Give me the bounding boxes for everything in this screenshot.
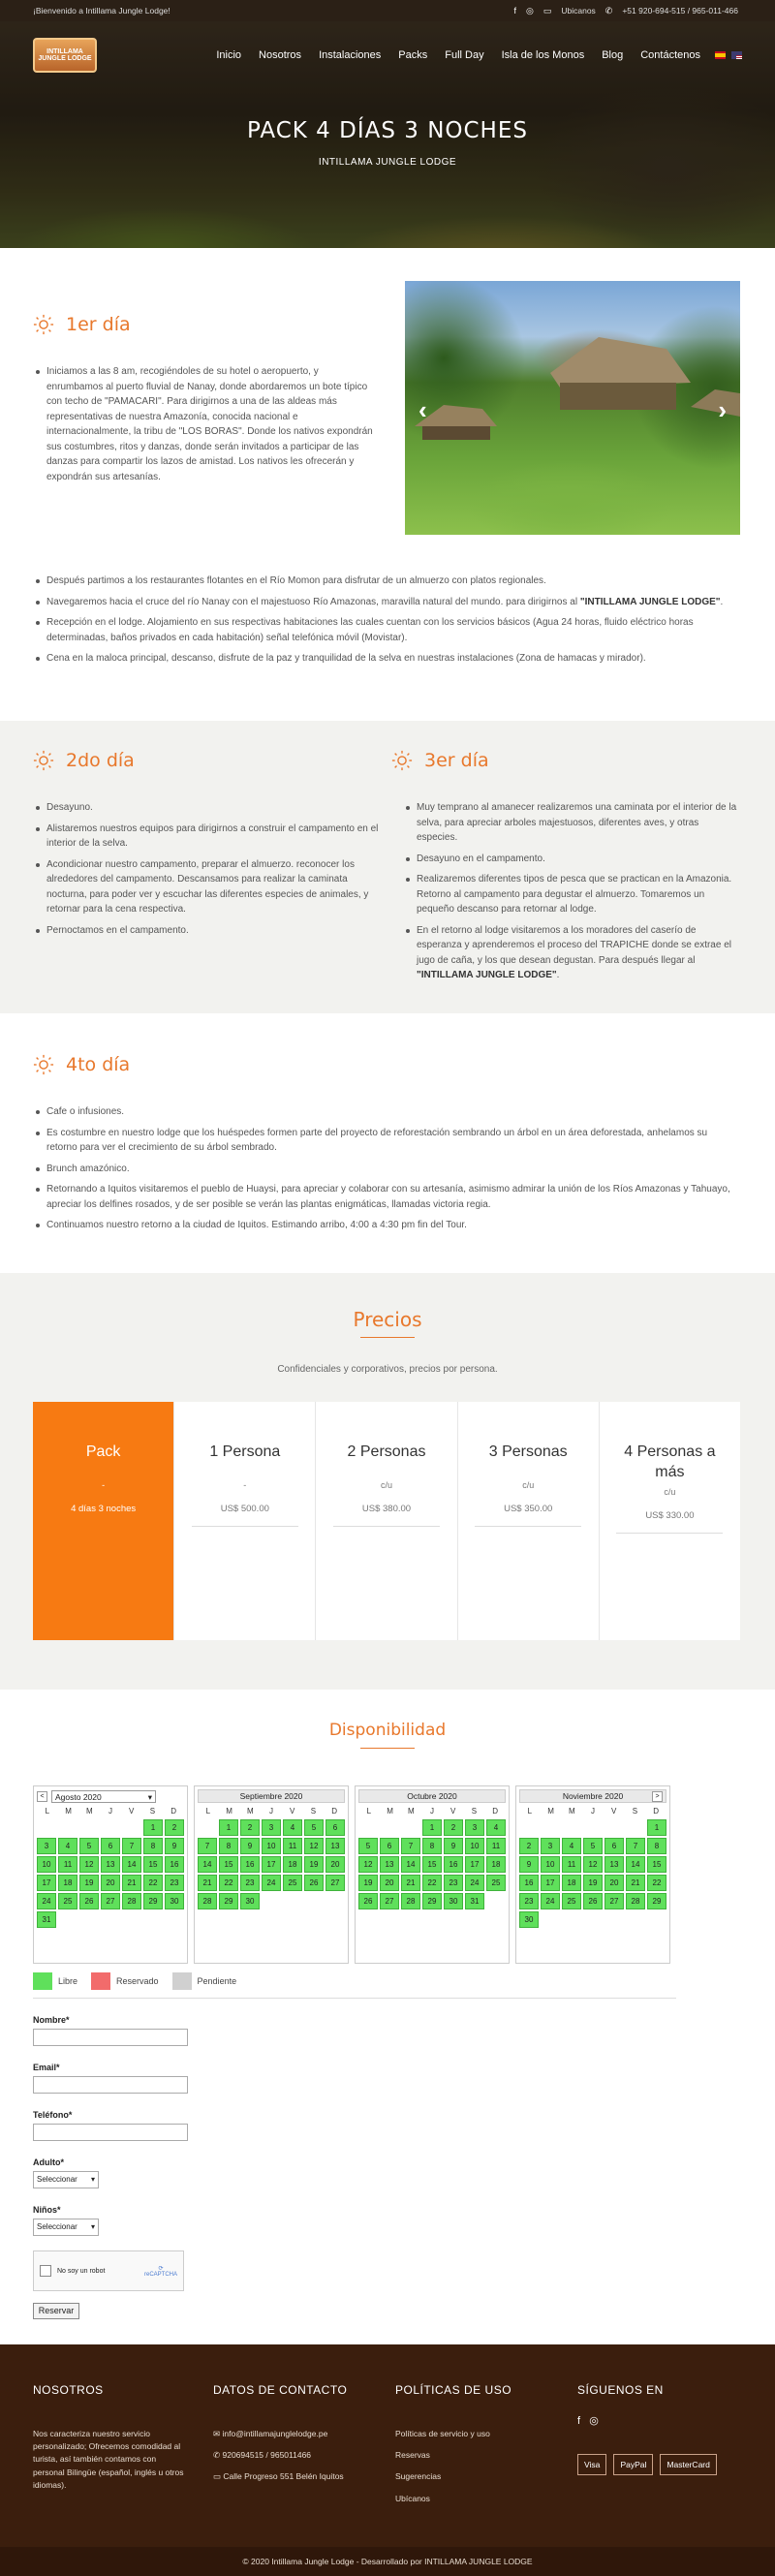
page-title: PACK 4 DÍAS 3 NOCHES	[246, 118, 528, 143]
list-item: Recepción en el lodge. Alojamiento en sus respectivas habitaciones las cuales cuentan con los servicios básicos (Agua 24 horas, fluido eléctrico horas determinadas, baños privados en cada habitación) señal telefónica móvil (Movistar).	[35, 615, 740, 645]
calendar-day[interactable]: 28	[122, 1893, 141, 1909]
calendar-day[interactable]: 11	[486, 1838, 506, 1854]
facebook-icon[interactable]: f	[577, 2415, 581, 2427]
calendar-day[interactable]: 2	[240, 1819, 260, 1836]
weekday-label: M	[568, 1807, 575, 1816]
nav-inicio[interactable]: Inicio	[216, 49, 242, 61]
calendar-day[interactable]: 13	[380, 1856, 399, 1873]
title-divider	[360, 1748, 415, 1749]
calendar-empty-cell	[401, 1819, 420, 1836]
weekday-label: J	[268, 1807, 273, 1816]
captcha-checkbox[interactable]	[40, 2265, 51, 2277]
title-divider	[360, 1337, 415, 1338]
list-item: Pernoctamos en el campamento.	[35, 923, 382, 939]
calendar-legend: Libre Reservado Pendiente	[33, 1972, 236, 1990]
phone-icon: ✆	[213, 2450, 223, 2461]
name-input[interactable]	[33, 2029, 188, 2046]
calendar-day[interactable]: 15	[647, 1856, 666, 1873]
calendar-day[interactable]: 23	[444, 1875, 463, 1891]
calendar-day[interactable]: 3	[465, 1819, 484, 1836]
calendar-day[interactable]: 24	[541, 1893, 560, 1909]
calendar-day[interactable]: 4	[283, 1819, 302, 1836]
calendar-day[interactable]: 16	[240, 1856, 260, 1873]
weekday-label: D	[653, 1807, 660, 1816]
weekday-header	[519, 1807, 666, 1816]
sun-icon	[33, 1054, 54, 1075]
calendar-day[interactable]: 7	[626, 1838, 645, 1854]
calendar-day[interactable]: 26	[79, 1893, 99, 1909]
weekday-label: M	[387, 1807, 393, 1816]
calendar-day[interactable]: 21	[626, 1875, 645, 1891]
calendar-day[interactable]: 27	[326, 1875, 345, 1891]
weekday-label: M	[65, 1807, 72, 1816]
list-item: Continuamos nuestro retorno a la ciudad de Iquitos. Estimando arribo, 4:00 a 4:30 pm fin del Tour.	[35, 1218, 740, 1233]
slider-next-icon[interactable]: ›	[718, 395, 727, 424]
calendar-day[interactable]: 24	[465, 1875, 484, 1891]
calendar-day[interactable]: 2	[165, 1819, 184, 1836]
calendar-day[interactable]: 31	[465, 1893, 484, 1909]
calendar-day[interactable]: 21	[122, 1875, 141, 1891]
calendar-day[interactable]: 4	[486, 1819, 506, 1836]
footer-link[interactable]: Políticas de servicio y uso	[395, 2429, 490, 2438]
calendar-days	[519, 1819, 666, 1928]
price-column: Pack - 4 días 3 noches	[33, 1402, 174, 1640]
calendar-day[interactable]: 3	[541, 1838, 560, 1854]
site-logo[interactable]: INTILLAMA JUNGLE LODGE	[33, 38, 97, 73]
footer-link[interactable]: Reservas	[395, 2450, 430, 2461]
footer	[0, 2344, 775, 2576]
nav-full-day[interactable]: Full Day	[445, 49, 484, 61]
payment-badge: PayPal	[613, 2454, 653, 2475]
map-icon[interactable]: ▭	[542, 5, 552, 16]
calendar-month	[33, 1785, 188, 1964]
weekday-label: S	[632, 1807, 638, 1816]
calendar-empty-cell	[519, 1819, 539, 1836]
calendar-day[interactable]: 23	[519, 1893, 539, 1909]
prices-subtitle: Confidenciales y corporativos, precios por persona.	[277, 1364, 498, 1375]
calendar-day[interactable]: 5	[358, 1838, 378, 1854]
calendar-day[interactable]: 26	[583, 1893, 603, 1909]
day2-heading: 2do día	[33, 750, 135, 771]
weekday-label: D	[492, 1807, 499, 1816]
calendar-days	[37, 1819, 184, 1928]
calendar-day[interactable]: 7	[401, 1838, 420, 1854]
calendar-day[interactable]: 27	[101, 1893, 120, 1909]
calendar-day[interactable]: 1	[422, 1819, 442, 1836]
weekday-label: M	[226, 1807, 232, 1816]
calendar-day[interactable]: 11	[562, 1856, 581, 1873]
recaptcha-widget[interactable]: No soy un robot ⟳ reCAPTCHA	[33, 2250, 184, 2291]
calendar-day[interactable]: 13	[101, 1856, 120, 1873]
calendar-day[interactable]: 20	[380, 1875, 399, 1891]
payment-badge: Visa	[577, 2454, 606, 2475]
prev-month-button[interactable]: <	[37, 1791, 47, 1802]
calendar-day[interactable]: 16	[165, 1856, 184, 1873]
weekday-header	[37, 1807, 184, 1816]
calendar-day[interactable]: 5	[79, 1838, 99, 1854]
calendar-day[interactable]: 6	[101, 1838, 120, 1854]
calendar-day[interactable]: 8	[422, 1838, 442, 1854]
spanish-flag-icon[interactable]	[715, 51, 726, 59]
calendar-day[interactable]: 10	[37, 1856, 56, 1873]
weekday-label: S	[310, 1807, 317, 1816]
location-link[interactable]: Ubicanos	[561, 6, 596, 16]
list-item: Desayuno.	[35, 800, 382, 816]
calendar-empty-cell	[583, 1819, 603, 1836]
list-item: Después partimos a los restaurantes flotantes en el Río Momon para disfrutar de un almuerzo con platos regionales.	[35, 574, 740, 589]
calendar-day[interactable]: 28	[401, 1893, 420, 1909]
list-item: Cafe o infusiones.	[35, 1104, 740, 1120]
calendar-day[interactable]: 24	[262, 1875, 281, 1891]
calendar-day[interactable]: 22	[219, 1875, 238, 1891]
calendar-day[interactable]: 8	[143, 1838, 163, 1854]
calendar-day[interactable]: 21	[401, 1875, 420, 1891]
weekday-label: M	[407, 1807, 415, 1816]
calendar-day[interactable]: 15	[422, 1856, 442, 1873]
calendar-days	[358, 1819, 506, 1909]
calendar-empty-cell	[58, 1819, 78, 1836]
calendar-day[interactable]: 27	[380, 1893, 399, 1909]
calendar-day[interactable]: 25	[283, 1875, 302, 1891]
calendar-empty-cell	[562, 1819, 581, 1836]
weekday-label: J	[429, 1807, 434, 1816]
calendar-day[interactable]: 30	[519, 1911, 539, 1928]
footer-link[interactable]: Ubícanos	[395, 2493, 430, 2503]
weekday-label: M	[85, 1807, 93, 1816]
calendar-day[interactable]: 30	[165, 1893, 184, 1909]
legend-reservado-swatch	[91, 1972, 110, 1990]
calendar-month: Octubre 2020 L M M J V S D 1 2 3 4 5 6 7 8 9 10 11 12 13 14 15 16 17 18 19 20 21 22 23 24 25 26 27 28 29 30 31	[355, 1785, 510, 1964]
phone-label: Teléfono*	[33, 2110, 73, 2120]
calendar-day[interactable]: 12	[583, 1856, 603, 1873]
welcome-text: ¡Bienvenido a Intillama Jungle Lodge!	[33, 6, 170, 16]
calendar-day[interactable]: 29	[219, 1893, 238, 1909]
day1-intro: Iniciamos a las 8 am, recogiéndoles de su hotel o aeropuerto, y enrumbamos al puerto fluvial de Nanay, donde abordaremos un bote típico con techo de "PAMACARI". Para dirigirnos a una de las aldeas más representativas de nuestra Amazonía, conocida nacional e internacionalmente, la tribu de "LOS BORAS". Donde los nativos expondrán sus costumbres, ritos y danzas, donde serán invitados a participar de las danzas para compartir los lazos de amistad. Los nativos les ofrecerán y expondrán sus artesanías.	[35, 364, 376, 484]
phone-numbers[interactable]: +51 920-694-515 / 965-011-466	[622, 6, 738, 16]
nav-instalaciones[interactable]: Instalaciones	[319, 49, 382, 61]
sun-icon	[391, 750, 413, 771]
map-icon: ▭	[213, 2471, 224, 2482]
calendar-month: Septiembre 2020 L M M J V S D 1 2 3 4 5 6 7 8 9 10 11 12 13 14 15 16 17 18 19 20 21 22 23 24 25 26 27 28 29 30	[194, 1785, 349, 1964]
calendar-day[interactable]: 15	[143, 1856, 163, 1873]
calendar-days	[198, 1819, 345, 1909]
calendar-day[interactable]: 10	[465, 1838, 484, 1854]
sun-icon	[33, 314, 54, 335]
calendar-day[interactable]: 19	[79, 1875, 99, 1891]
availability-title: Disponibilidad	[328, 1721, 447, 1740]
footer-address: ▭ Calle Progreso 551 Belén Iquitos	[213, 2471, 344, 2482]
list-item: Alistaremos nuestros equipos para dirigirnos a construir el campamento en el interior de la selva.	[35, 822, 382, 852]
calendar-empty-cell	[626, 1819, 645, 1836]
weekday-label: D	[170, 1807, 177, 1816]
calendar-empty-cell	[122, 1819, 141, 1836]
nav-nosotros[interactable]: Nosotros	[259, 49, 302, 61]
nav-packs[interactable]: Packs	[398, 49, 428, 61]
list-item: Retornando a Iquitos visitaremos el pueblo de Huaysi, para apreciar y colaborar con su artesanía, asimismo admirar la unión de los Ríos Amazonas y Tahuayo, apreciar los delfines rosados, y de ser posible se verán las plantas enigmáticas, llamadas victoria regia.	[35, 1182, 740, 1212]
calendar-empty-cell	[198, 1819, 217, 1836]
price-column: 4 Personas a más c/u US$ 330.00	[600, 1402, 740, 1640]
kids-select[interactable]: Seleccionar ▾	[33, 2219, 99, 2236]
kids-label: Niños*	[33, 2205, 61, 2215]
weekday-label: J	[108, 1807, 112, 1816]
calendar-day[interactable]: 12	[304, 1838, 324, 1854]
calendar-day[interactable]: 22	[647, 1875, 666, 1891]
copyright: © 2020 Intillama Jungle Lodge - Desarrollado por INTILLAMA JUNGLE LODGE	[0, 2547, 775, 2576]
calendar-day[interactable]: 26	[304, 1875, 324, 1891]
calendar-day[interactable]: 19	[583, 1875, 603, 1891]
list-item: Cena en la maloca principal, descanso, disfrute de la paz y tranquilidad de la selva en nuestras instalaciones (Zona de hamacas y mirador).	[35, 651, 740, 667]
calendar-empty-cell	[358, 1819, 378, 1836]
calendar-day[interactable]: 23	[165, 1875, 184, 1891]
day4-section	[0, 1013, 775, 1273]
email-input[interactable]	[33, 2076, 188, 2094]
calendar-day[interactable]: 24	[37, 1893, 56, 1909]
weekday-label: V	[129, 1807, 135, 1816]
calendar-day[interactable]: 23	[240, 1875, 260, 1891]
day4-heading: 4to día	[33, 1054, 130, 1075]
calendar-day[interactable]: 7	[122, 1838, 141, 1854]
calendar-day[interactable]: 19	[358, 1875, 378, 1891]
calendar-day[interactable]: 3	[262, 1819, 281, 1836]
weekday-label: D	[331, 1807, 338, 1816]
sun-icon	[33, 750, 54, 771]
calendar-day[interactable]: 1	[647, 1819, 666, 1836]
adults-label: Adulto*	[33, 2157, 64, 2167]
calendar-empty-cell	[79, 1819, 99, 1836]
footer-about-text: Nos caracteriza nuestro servicio personalizado; Ofrecemos comodidad al turista, así también contamos con personal Bilingüe (español, inglés u otros idiomas).	[33, 2429, 184, 2490]
adults-select[interactable]: Seleccionar ▾	[33, 2171, 99, 2188]
calendar-day[interactable]: 18	[562, 1875, 581, 1891]
facebook-icon[interactable]: f	[513, 6, 516, 16]
weekday-label: L	[205, 1807, 211, 1816]
footer-contact-title: DATOS DE CONTACTO	[213, 2383, 348, 2397]
calendar-day[interactable]: 6	[604, 1838, 624, 1854]
calendar-day[interactable]: 14	[198, 1856, 217, 1873]
list-item: Acondicionar nuestro campamento, preparar el almuerzo. reconocer los alrededores del campamento. Descansamos para realizar la caminata nocturna, para poder ver y escuchar las diferentes especies de animales, y retornar para la cena respectiva.	[35, 857, 382, 917]
list-item: Brunch amazónico.	[35, 1162, 740, 1177]
next-month-button[interactable]: >	[652, 1791, 663, 1802]
nav-isla-monos[interactable]: Isla de los Monos	[501, 49, 585, 61]
calendar-day[interactable]: 18	[58, 1875, 78, 1891]
price-column: 1 Persona - US$ 500.00	[174, 1402, 316, 1640]
lodge-photo	[405, 281, 740, 535]
calendar-day[interactable]: 19	[304, 1856, 324, 1873]
calendar-day[interactable]: 1	[143, 1819, 163, 1836]
calendar-day[interactable]: 18	[486, 1856, 506, 1873]
calendar-day[interactable]: 26	[358, 1893, 378, 1909]
calendar-day[interactable]: 20	[326, 1856, 345, 1873]
list-item: En el retorno al lodge visitaremos a los moradores del caserío de esperanza y aprenderemos el proceso del TRAPICHE donde se extrae el jugo de caña, y los que desean degustan. Para después llegar al "INTILLAMA JUNGLE LODGE".	[405, 923, 742, 983]
price-column: 3 Personas c/u US$ 350.00	[458, 1402, 600, 1640]
calendar-day[interactable]: 29	[143, 1893, 163, 1909]
weekday-label: V	[450, 1807, 456, 1816]
phone-icon: ✆	[604, 5, 613, 16]
calendar-day[interactable]: 8	[647, 1838, 666, 1854]
footer-about-title: NOSOTROS	[33, 2383, 104, 2397]
calendar-day[interactable]: 5	[304, 1819, 324, 1836]
calendar-day[interactable]: 14	[122, 1856, 141, 1873]
calendar-day[interactable]: 11	[283, 1838, 302, 1854]
calendar-day[interactable]: 9	[444, 1838, 463, 1854]
list-item: Navegaremos hacia el cruce del río Nanay con el majestuoso Río Amazonas, maravilla natural del mundo. para dirigirnos al "INTILLAMA JUNGLE LODGE".	[35, 595, 740, 610]
calendar-day[interactable]: 30	[444, 1893, 463, 1909]
weekday-label: M	[547, 1807, 554, 1816]
calendar-day[interactable]: 12	[358, 1856, 378, 1873]
hero-banner	[0, 21, 775, 248]
calendar-day[interactable]: 9	[165, 1838, 184, 1854]
phone-input[interactable]	[33, 2124, 188, 2141]
calendar-day[interactable]: 21	[198, 1875, 217, 1891]
weekday-header	[198, 1807, 345, 1816]
day2-day3-section	[0, 721, 775, 1013]
calendar-day[interactable]: 25	[562, 1893, 581, 1909]
weekday-label: L	[527, 1807, 533, 1816]
calendar-day[interactable]: 8	[219, 1838, 238, 1854]
calendar-day[interactable]: 31	[37, 1911, 56, 1928]
calendar-day[interactable]: 11	[58, 1856, 78, 1873]
nav-blog[interactable]: Blog	[602, 49, 624, 61]
calendar-day[interactable]: 10	[541, 1856, 560, 1873]
calendar-day[interactable]: 16	[519, 1875, 539, 1891]
calendar-day[interactable]: 6	[380, 1838, 399, 1854]
footer-phones[interactable]: ✆ 920694515 / 965011466	[213, 2450, 312, 2461]
calendar-day[interactable]: 12	[79, 1856, 99, 1873]
calendar-day[interactable]: 5	[583, 1838, 603, 1854]
calendar-day[interactable]: 10	[262, 1838, 281, 1854]
footer-follow-title: SÍGUENOS EN	[577, 2383, 664, 2397]
calendar-day[interactable]: 6	[326, 1819, 345, 1836]
reserve-button[interactable]: Reservar	[33, 2303, 79, 2319]
name-label: Nombre*	[33, 2015, 70, 2025]
nav-contactenos[interactable]: Contáctenos	[640, 49, 700, 61]
calendar-day[interactable]: 13	[326, 1838, 345, 1854]
legend-libre-swatch	[33, 1972, 52, 1990]
calendar-day[interactable]: 13	[604, 1856, 624, 1873]
payment-badge: MasterCard	[660, 2454, 716, 2475]
calendar-day[interactable]: 16	[444, 1856, 463, 1873]
divider	[33, 1998, 676, 1999]
top-bar	[0, 0, 775, 21]
calendar-day[interactable]: 25	[58, 1893, 78, 1909]
calendar-day[interactable]: 17	[465, 1856, 484, 1873]
instagram-icon[interactable]: ◎	[589, 2415, 599, 2427]
calendar-day[interactable]: 4	[562, 1838, 581, 1854]
booking-form	[33, 2015, 188, 2319]
price-table	[33, 1402, 740, 1640]
calendar-empty-cell	[37, 1819, 56, 1836]
weekday-label: L	[366, 1807, 372, 1816]
weekday-label: V	[611, 1807, 617, 1816]
calendar-day[interactable]: 9	[519, 1856, 539, 1873]
calendar-day[interactable]: 3	[37, 1838, 56, 1854]
calendar-day[interactable]: 4	[58, 1838, 78, 1854]
calendar-day[interactable]: 22	[422, 1875, 442, 1891]
calendar-day[interactable]: 29	[647, 1893, 666, 1909]
calendar-day[interactable]: 20	[604, 1875, 624, 1891]
legend-pendiente-swatch	[172, 1972, 192, 1990]
calendar-day[interactable]: 17	[541, 1875, 560, 1891]
calendar-day[interactable]: 17	[37, 1875, 56, 1891]
month-select[interactable]: Agosto 2020 ▾	[51, 1790, 156, 1803]
english-flag-icon[interactable]	[731, 51, 742, 59]
calendar-day[interactable]: 14	[626, 1856, 645, 1873]
weekday-label: M	[246, 1807, 254, 1816]
calendar-day[interactable]: 30	[240, 1893, 260, 1909]
calendar-day[interactable]: 29	[422, 1893, 442, 1909]
email-label: Email*	[33, 2063, 60, 2072]
calendar-empty-cell	[604, 1819, 624, 1836]
calendar-day[interactable]: 7	[198, 1838, 217, 1854]
weekday-label: S	[471, 1807, 478, 1816]
weekday-header	[358, 1807, 506, 1816]
calendar-day[interactable]: 28	[198, 1893, 217, 1909]
price-column: 2 Personas c/u US$ 380.00	[316, 1402, 457, 1640]
recaptcha-logo: ⟳ reCAPTCHA	[143, 2265, 177, 2278]
weekday-label: L	[45, 1807, 50, 1816]
list-item: Es costumbre en nuestro lodge que los huéspedes formen parte del proyecto de reforestación sembrando un árbol en un área deforestada, anhelamos su retorno para ver el crecimiento de su árbol sembrado.	[35, 1126, 740, 1156]
calendar-day[interactable]: 1	[219, 1819, 238, 1836]
main-nav	[33, 39, 742, 72]
calendar-day[interactable]: 14	[401, 1856, 420, 1873]
weekday-label: J	[590, 1807, 595, 1816]
calendar-day[interactable]: 15	[219, 1856, 238, 1873]
instagram-icon[interactable]: ◎	[525, 5, 534, 16]
slider-prev-icon[interactable]: ‹	[418, 395, 427, 424]
weekday-label: S	[149, 1807, 156, 1816]
footer-link[interactable]: Sugerencias	[395, 2471, 442, 2482]
lodge-photo-slider[interactable]	[405, 281, 740, 535]
email-icon: ✉	[213, 2429, 223, 2438]
calendar-day[interactable]: 17	[262, 1856, 281, 1873]
calendar-day[interactable]: 22	[143, 1875, 163, 1891]
list-item: Desayuno en el campamento.	[405, 852, 742, 867]
weekday-label: V	[290, 1807, 295, 1816]
page-subtitle: INTILLAMA JUNGLE LODGE	[318, 157, 457, 168]
calendar-empty-cell	[101, 1819, 120, 1836]
calendar-day[interactable]: 27	[604, 1893, 624, 1909]
footer-email[interactable]: ✉ info@intillamajunglelodge.pe	[213, 2429, 328, 2438]
calendar-day[interactable]: 28	[626, 1893, 645, 1909]
day1-heading: 1er día	[33, 314, 131, 335]
footer-policies-title: POLÍTICAS DE USO	[395, 2383, 512, 2397]
calendar-day[interactable]: 18	[283, 1856, 302, 1873]
calendar-day[interactable]: 2	[519, 1838, 539, 1854]
calendar-day[interactable]: 2	[444, 1819, 463, 1836]
list-item: Muy temprano al amanecer realizaremos una caminata por el interior de la selva, para apreciar arboles majestuosos, diferentes aves, y otras especies.	[405, 800, 742, 846]
list-item: Realizaremos diferentes tipos de pesca que se practican en la Amazonia. Retorno al campamento para degustar el almuerzo. Tomaremos un pequeño descanso para retornar al lodge.	[405, 872, 742, 917]
day3-heading: 3er día	[391, 750, 489, 771]
prices-title: Precios	[353, 1308, 422, 1331]
calendar-day[interactable]: 9	[240, 1838, 260, 1854]
calendar-day[interactable]: 20	[101, 1875, 120, 1891]
calendar-empty-cell	[541, 1819, 560, 1836]
calendar-empty-cell	[380, 1819, 399, 1836]
calendar-day[interactable]: 25	[486, 1875, 506, 1891]
calendar-month: Noviembre 2020 > L M M J V S D 1 2 3 4 5 6 7 8 9 10 11 12 13 14 15 16 17 18 19 20 21 22 23 24 25 26 27 28 29 30	[515, 1785, 670, 1964]
